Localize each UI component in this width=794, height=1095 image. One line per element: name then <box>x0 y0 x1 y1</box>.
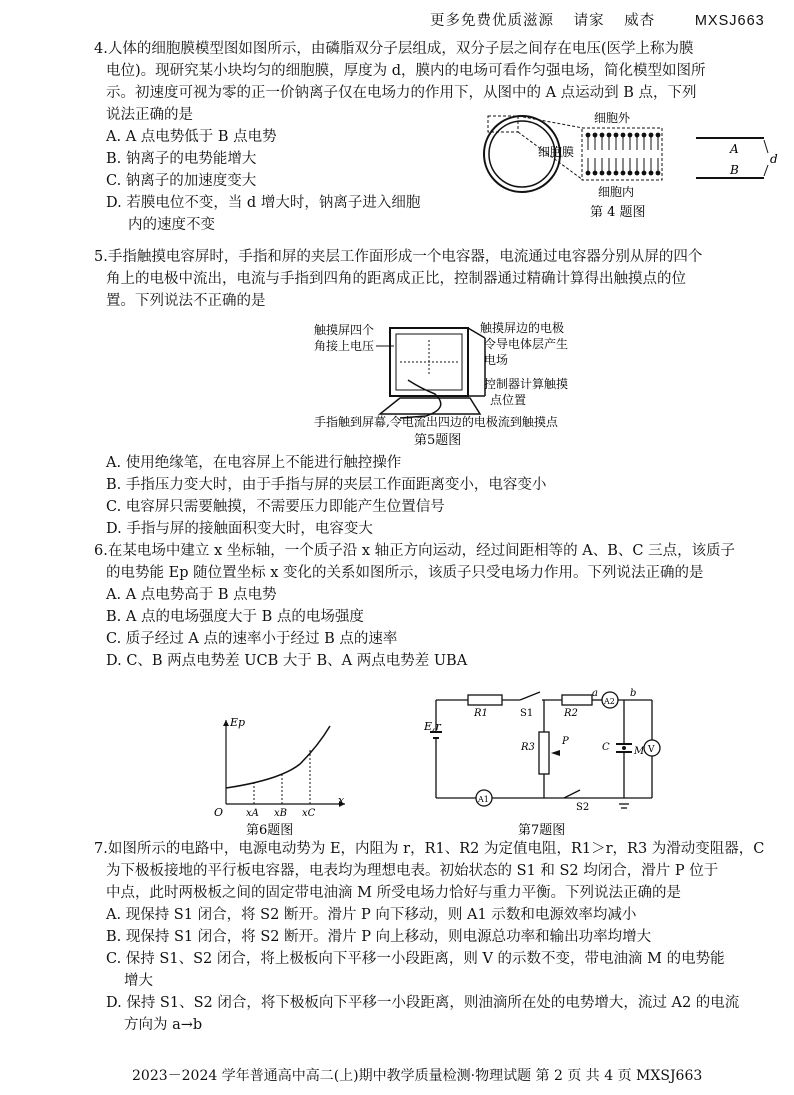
q6-stem-line-1: 6.在某电场中建立 x 坐标轴，一个质子沿 x 轴正方向运动，经过间距相等的 A、B、C 三点，该质子 <box>94 543 736 559</box>
figure-4-caption: 第 4 题图 <box>590 205 646 220</box>
label-r3: R3 <box>521 742 535 753</box>
origin-label: O <box>214 806 224 819</box>
label-controller-2: 点位置 <box>490 393 527 407</box>
q7-option-c-line-2: 增大 <box>124 973 153 989</box>
label-p: P <box>562 736 569 747</box>
tick-xb: xB <box>274 808 287 819</box>
q7-stem-line-1: 7.如图所示的电路中，电源电动势为 E，内阻为 r，R1、R2 为定值电阻，R1＞r，R3 为滑动变阻器，C <box>94 841 765 857</box>
point-b-label: B <box>730 163 739 177</box>
tick-xc: xC <box>302 808 316 819</box>
figure-5-caption: 第5题图 <box>414 433 462 448</box>
label-b: b <box>630 688 637 699</box>
ep-curve <box>226 726 330 788</box>
q5-option-c: C. 电容屏只需要触摸，不需要压力即能产生位置信号 <box>106 499 445 515</box>
label-a2: A2 <box>604 697 615 706</box>
label-electrode-2: 令导电体层产生 <box>484 337 569 351</box>
tick-xa: xA <box>246 808 259 819</box>
q6-option-a: A. A 点电势高于 B 点电势 <box>106 587 277 603</box>
q4-option-d-line-1: D. 若膜电位不变，当 d 增大时，钠离子进入细胞 <box>106 195 421 211</box>
label-electrode-1: 触摸屏边的电极 <box>480 321 565 335</box>
switch-s1 <box>520 692 540 700</box>
y-axis-label: Ep <box>230 716 246 729</box>
resistor-r2 <box>562 695 592 705</box>
figure-5 <box>300 318 600 450</box>
page-header <box>430 10 765 32</box>
q5-option-d: D. 手指与屏的接触面积变大时，电容变大 <box>106 521 373 537</box>
label-c: C <box>602 742 610 753</box>
figure-7 <box>424 688 680 836</box>
q4-stem-line-2: 电位)。现研究某小块均匀的细胞膜，厚度为 d，膜内的电场可看作匀强电场，简化模型如图所 <box>106 63 706 79</box>
slider-p <box>551 750 560 756</box>
q4-option-b: B. 钠离子的电势能增大 <box>106 151 257 167</box>
q6-stem-line-2: 的电势能 Ep 随位置坐标 x 变化的关系如图所示，该质子只受电场力作用。下列说法正确的是 <box>106 565 704 581</box>
monitor-base <box>380 398 480 414</box>
q7-option-b: B. 现保持 S1 闭合，将 S2 断开。滑片 P 向上移动，则电源总功率和输出功率均增大 <box>106 929 652 945</box>
q7-stem-line-2: 为下极板接地的平行板电容器，电表均为理想电表。初始状态的 S1 和 S2 均闭合，滑片 P 位于 <box>106 863 719 879</box>
label-controller-1: 控制器计算触摸 <box>484 377 569 391</box>
thickness-label: d <box>770 152 778 166</box>
q4-option-a: A. A 点电势低于 B 点电势 <box>106 129 277 145</box>
q5-stem-line-3: 置。下列说法不正确的是 <box>106 293 266 309</box>
question-5 <box>94 246 784 312</box>
q7-stem-line-3: 中点，此时两极板之间的固定带电油滴 M 所受电场力恰好与重力平衡。下列说法正确的是 <box>106 885 682 901</box>
q4-option-c: C. 钠离子的加速度变大 <box>106 173 257 189</box>
rheostat-r3 <box>539 732 549 774</box>
label-corners-2: 角接上电压 <box>314 339 375 353</box>
q7-option-a: A. 现保持 S1 闭合，将 S2 断开。滑片 P 向下移动，则 A1 示数和电源效率均减小 <box>106 907 637 923</box>
q6-option-c: C. 质子经过 A 点的速率小于经过 B 点的速率 <box>106 631 398 647</box>
figure-6 <box>200 712 360 836</box>
label-a: a <box>592 688 598 699</box>
x-axis-label: x <box>338 794 345 807</box>
label-outside: 细胞外 <box>594 111 631 125</box>
point-a-label: A <box>730 142 739 156</box>
q6-option-d: D. C、B 两点电势差 UCB 大于 B、A 两点电势差 UBA <box>106 653 468 669</box>
q4-stem-line-4: 说法正确的是 <box>106 107 193 123</box>
label-r2: R2 <box>564 708 578 719</box>
q5-stem-line-2: 角上的电极中流出，电流与手指到四角的距离成正比，控制器通过精确计算得出触摸点的位 <box>106 271 686 287</box>
header-code: MXSJ663 <box>694 13 765 29</box>
q5-stem-line-1: 5.手指触摸电容屏时，手指和屏的夹层工作面形成一个电容器，电流通过电容器分别从屏的四个 <box>94 249 703 265</box>
label-a1: A1 <box>478 795 489 804</box>
figure-7-caption: 第7题图 <box>518 823 566 836</box>
label-inside: 细胞内 <box>598 185 635 199</box>
figure-6-caption: 第6题图 <box>246 823 294 836</box>
question-7 <box>94 838 784 1036</box>
q7-option-d-line-2: 方向为 a→b <box>124 1017 203 1033</box>
label-electrode-3: 电场 <box>484 353 509 367</box>
q5-options <box>106 452 786 540</box>
question-6 <box>94 540 784 672</box>
phospholipid-bilayer <box>588 136 658 172</box>
label-finger-touch: 手指触到屏幕,令电流出四边的电极流到触摸点 <box>314 415 558 429</box>
label-v: V <box>648 745 655 755</box>
q6-option-b: B. A 点的电场强度大于 B 点的电场强度 <box>106 609 364 625</box>
label-s1: S1 <box>520 708 534 719</box>
page-footer: 2023－2024 学年普通高中高二(上)期中教学质量检测·物理试题 第 2 页 共 4 页 MXSJ663 <box>132 1068 703 1084</box>
figure-4 <box>478 108 784 220</box>
label-er: E,r <box>424 720 441 733</box>
q5-option-a: A. 使用绝缘笔，在电容屏上不能进行触控操作 <box>106 455 402 471</box>
header-text-3: 威杏 <box>624 13 656 29</box>
header-text-2: 请家 <box>573 13 605 29</box>
oil-drop-m <box>622 746 626 750</box>
header-text-1: 更多免费优质滋源 <box>430 13 554 29</box>
label-s2: S2 <box>576 802 590 813</box>
q7-option-c-line-1: C. 保持 S1、S2 闭合，将上极板向下平移一小段距离，则 V 的示数不变，带电油滴 M 的电势能 <box>106 951 725 967</box>
label-r1: R1 <box>474 708 488 719</box>
q4-stem-line-3: 示。初速度可视为零的正一价钠离子仅在电场力的作用下，从图中的 A 点运动到 B 点，下列 <box>106 85 697 101</box>
label-membrane: 细胞膜 <box>538 145 575 159</box>
finger-icon <box>400 380 441 418</box>
label-m: M <box>634 746 645 757</box>
q4-stem-line-1: 4.人体的细胞膜模型图如图所示，由磷脂双分子层组成，双分子层之间存在电压(医学上称为膜 <box>94 41 694 57</box>
switch-s2 <box>564 790 580 798</box>
q7-option-d-line-1: D. 保持 S1、S2 闭合，将下极板向下平移一小段距离，则油滴所在处的电势增大，流过 A2 的电流 <box>106 995 740 1011</box>
q5-option-b: B. 手指压力变大时，由于手指与屏的夹层工作面距离变小，电容变小 <box>106 477 547 493</box>
q4-option-d-line-2: 内的速度不变 <box>128 217 215 233</box>
label-corners-1: 触摸屏四个 <box>314 323 375 337</box>
resistor-r1 <box>468 695 502 705</box>
